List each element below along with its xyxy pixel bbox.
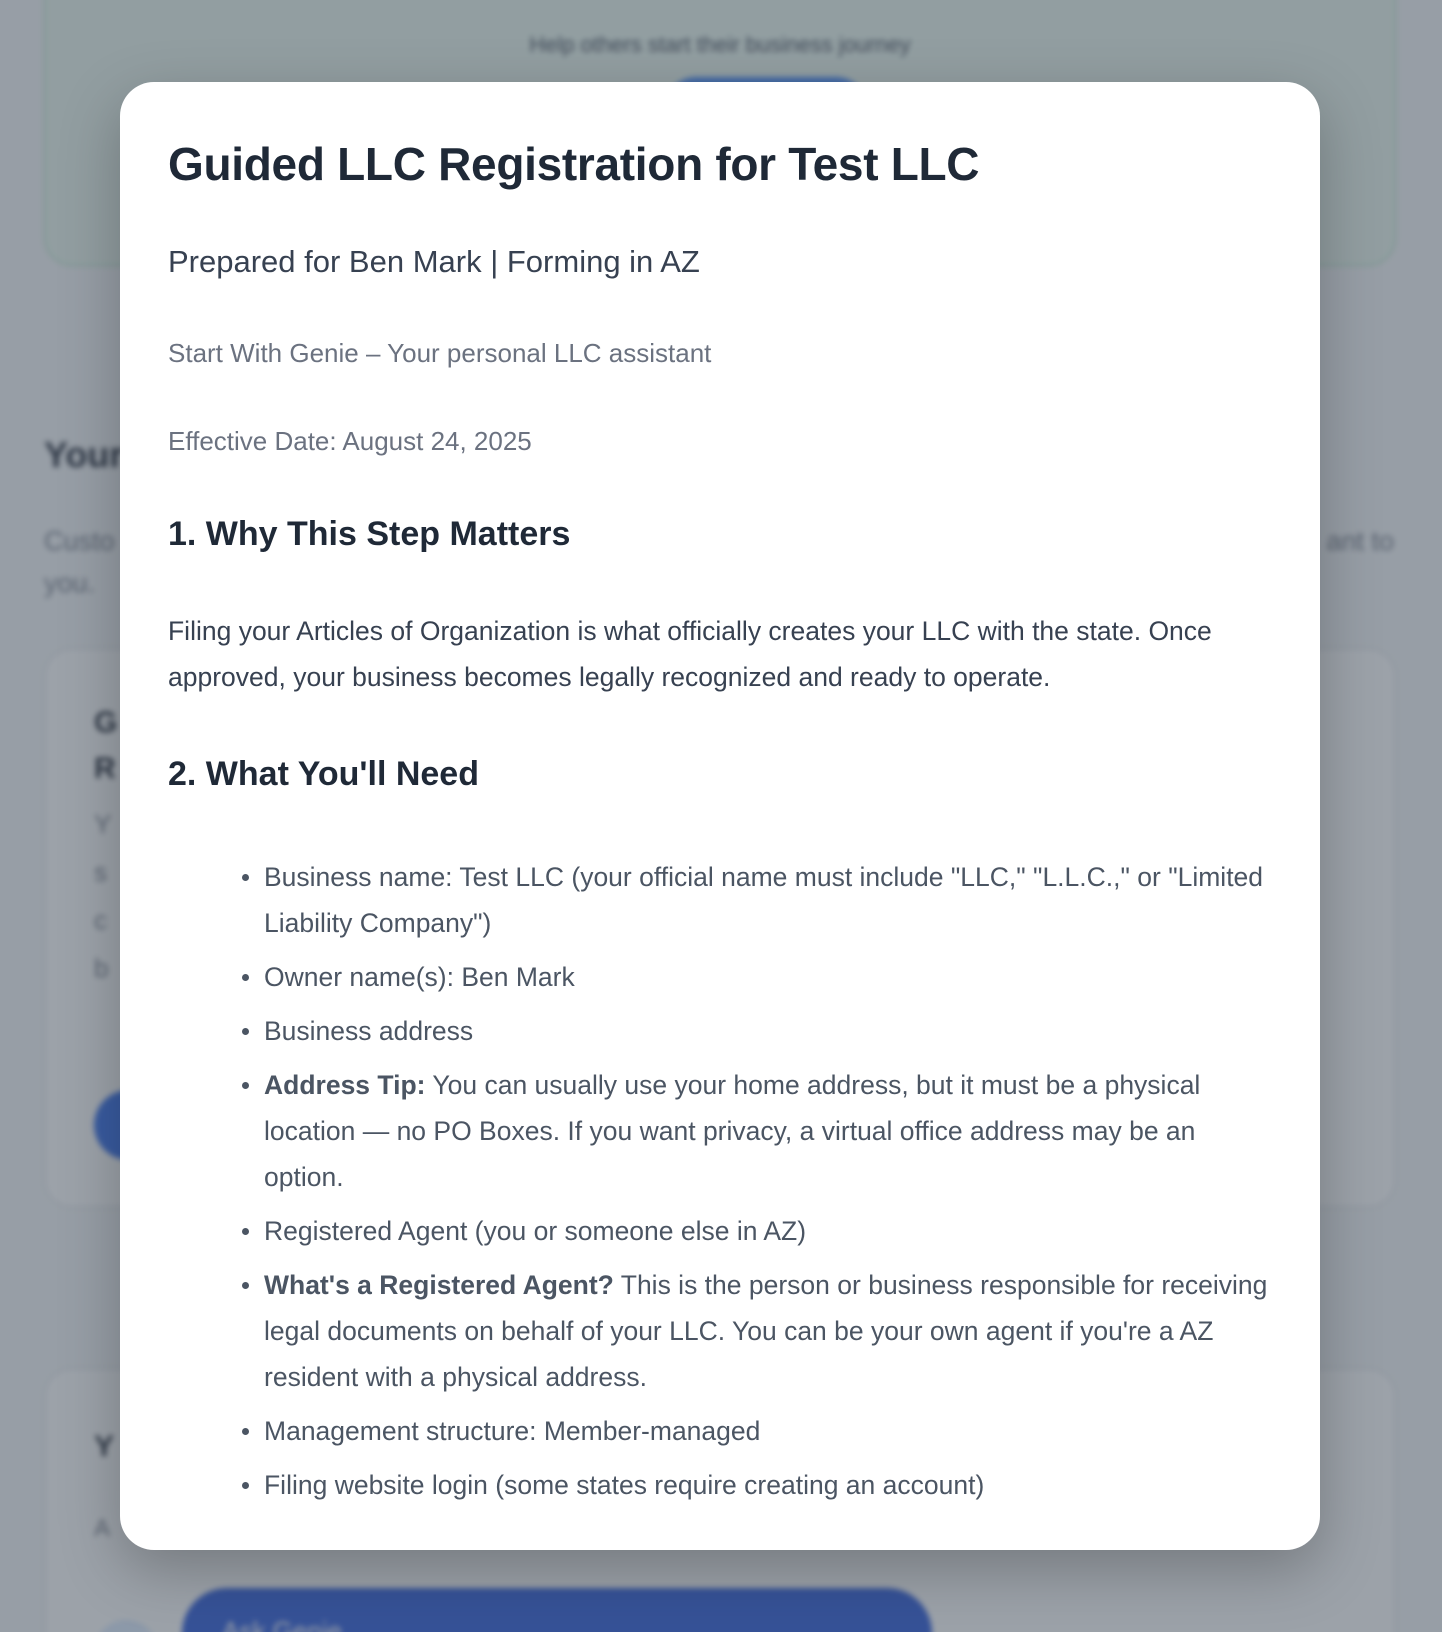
brand-tagline: Start With Genie – Your personal LLC assistant <box>168 338 712 368</box>
list-item-bold: What's a Registered Agent? <box>264 1270 614 1300</box>
section-heading-why: 1. Why This Step Matters <box>168 515 571 553</box>
effective-date: Effective Date: August 24, 2025 <box>168 426 532 456</box>
list-item-text: You can usually use your home address, but it must be a physical location — no PO Boxes. If you want privacy, a virtual office address may be an option. <box>264 1070 1201 1192</box>
guide-title: Guided LLC Registration for Test LLC <box>168 138 980 190</box>
list-item-text: Management structure: Member-managed <box>264 1416 761 1446</box>
list-item <box>264 1208 1272 1254</box>
list-item <box>264 954 1272 1000</box>
list-item <box>264 1462 1272 1508</box>
list-item-text: Filing website login (some states require creating an account) <box>264 1470 985 1500</box>
prepared-for-line: Prepared for Ben Mark | Forming in AZ <box>168 244 700 279</box>
list-item-text: Business address <box>264 1016 474 1046</box>
section-heading-needs: 2. What You'll Need <box>168 755 479 793</box>
list-item <box>264 1262 1272 1400</box>
list-item-text: Business name: Test LLC (your official name must include "LLC," "L.L.C.," or "Limited Liability Company") <box>264 862 1264 938</box>
list-item <box>264 854 1272 946</box>
section-body-why: Filing your Articles of Organization is what officially creates your LLC with the state. Once approved, your business becomes legally recognized and ready to operate. <box>168 616 1212 692</box>
requirements-list <box>168 854 1272 1508</box>
list-item-text: Owner name(s): Ben Mark <box>264 962 575 992</box>
registration-guide-modal <box>120 82 1320 1550</box>
list-item-text: Registered Agent (you or someone else in AZ) <box>264 1216 807 1246</box>
list-item-text: This is the person or business responsible for receiving legal documents on behalf of your LLC. You can be your own agent if you're a AZ resident with a physical address. <box>264 1270 1268 1392</box>
list-item-bold: Address Tip: <box>264 1070 426 1100</box>
list-item <box>264 1008 1272 1054</box>
list-item <box>264 1062 1272 1200</box>
list-item <box>264 1408 1272 1454</box>
